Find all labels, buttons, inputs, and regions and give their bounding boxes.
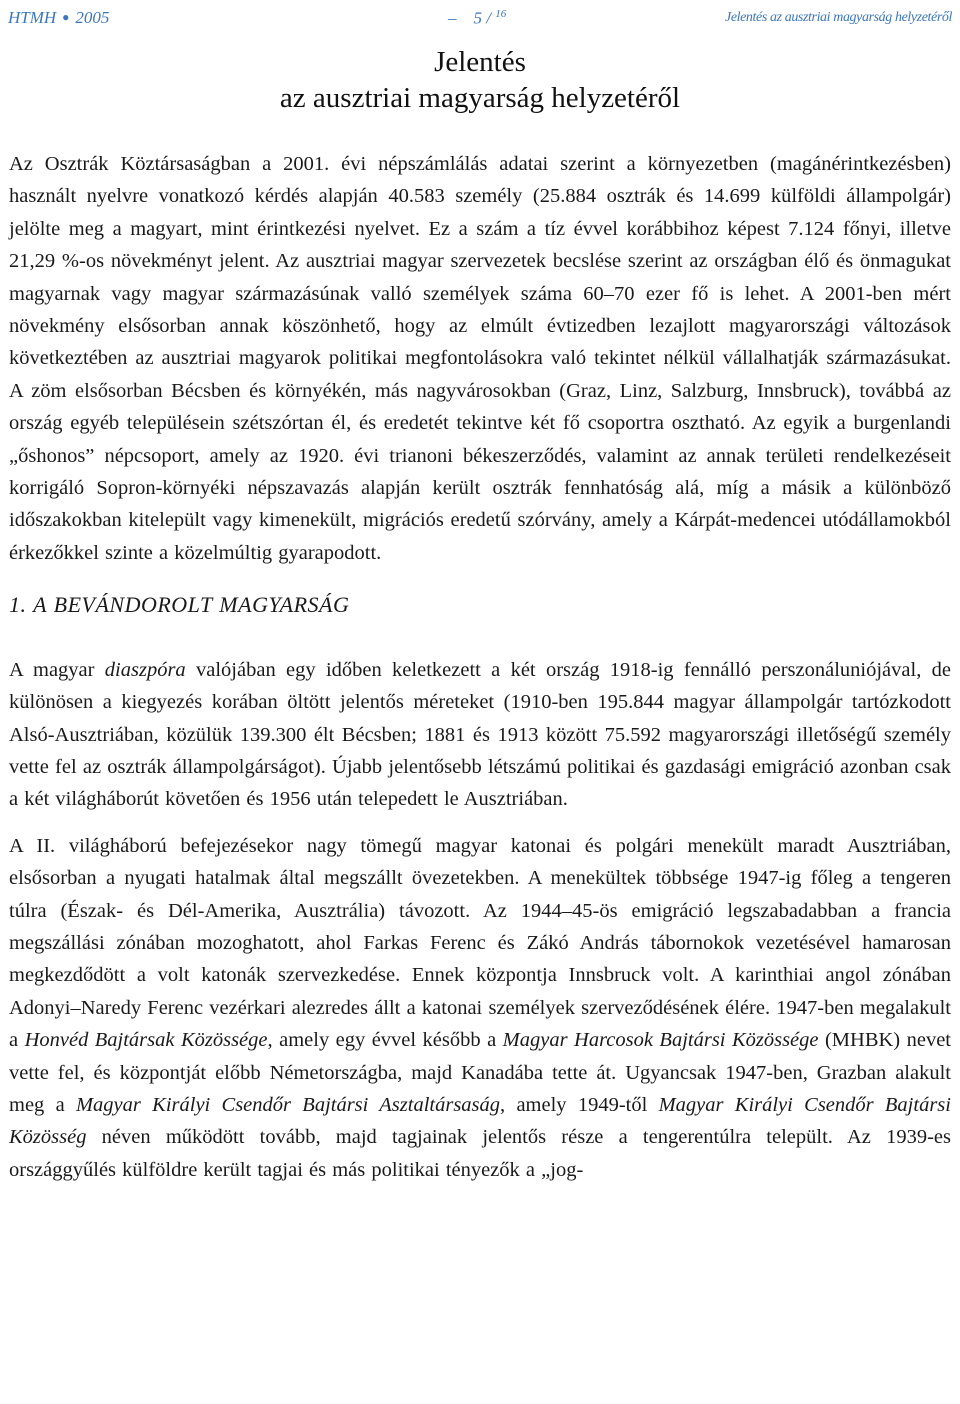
text-run: (MHBK) nevet vette fel, és központját előbb Németországba, majd Kanadába tette át. Ugyancsak 1947-ben, Grazban alakult meg a (9, 1029, 951, 1116)
section-heading: 1. A BEVÁNDOROLT MAGYARSÁG (9, 592, 350, 618)
ww2-refugees-paragraph (9, 830, 951, 1186)
bullet-icon: ● (62, 10, 70, 24)
text-run: , amely egy évvel később a (267, 1029, 503, 1052)
text-run: A magyar (9, 658, 105, 681)
journal-year: 2005 (75, 8, 110, 27)
header-journal-info (8, 8, 109, 28)
running-title: Jelentés az ausztriai magyarság helyzetéről (725, 10, 952, 25)
text-run: , amely 1949-től (500, 1093, 659, 1116)
emphasis-org-name: Honvéd Bajtársak Közössége (24, 1029, 268, 1052)
page-number (448, 8, 506, 29)
total-pages: 16 (495, 8, 507, 20)
text-run: néven működött tovább, majd tagjainak jelentős része a tengerentúlra települt. Az 1939-es országgyűlés külföldre került tagjai és más politikai tényezők a „jog- (9, 1126, 951, 1181)
page-prefix: – (448, 8, 457, 28)
intro-paragraph: Az Osztrák Köztársaságban a 2001. évi népszámlálás adatai szerint a környezetben (magánérintkezésben) használt nyelvre vonatkozó kérdés alapján 40.583 személy (25.884 osztrák és 14.699 külföldi állampolgár) jelölte meg a magyart, mint érintkezési nyelvet. Ez a szám a tíz évvel korábbihoz képest 7.124 főnyi, illetve 21,29 %-os növekményt jelent. Az ausztriai magyar szervezetek becslése szerint az országban élő és önmagukat magyarnak vagy magyar származásúnak valló személyek száma 60–70 ezer fő is lehet. A 2001-ben mért növekmény elsősorban annak köszönhető, hogy az elmúlt évtizedben lezajlott magyarországi változások következtében az ausztriai magyarok politikai megfontolásokra való tekintet nélkül vállalhatják származásukat. A zöm elsősorban Bécsben és környékén, más nagyvárosokban (Graz, Linz, Salzburg, Innsbruck), továbbá az ország egyéb településein szétszórtan él, és eredetét tekintve két fő csoportra osztható. Az egyik a burgenlandi „őshonos” népcsoport, amely az 1920. évi trianoni békeszerződés, valamint az annak területi rendelkezéseit korrigáló Sopron-környéki népszavazás alapján került osztrák fennhatóság alá, míg a másik a különböző időszakokban kitelepült vagy kimenekült, migrációs eredetű szórvány, amely a Kárpát-medencei utódállamokból érkezőkkel szinte a közelmúltig gyarapodott. (9, 153, 951, 564)
page-separator: / (486, 8, 491, 28)
emphasis-org-name: Magyar Királyi Csendőr Bajtársi Asztaltársaság (75, 1093, 501, 1116)
current-page: 5 (473, 8, 482, 28)
text-run: A II. világháború befejezésekor nagy tömegű magyar katonai és polgári menekült maradt Ausztriában, elsősorban a nyugati hatalmak által megszállt övezetekben. A menekültek többsége 1947-ig főleg a tengeren túlra (Észak- és Dél-Amerika, Ausztrália) távozott. Az 1944–45-ös emigráció legszabadabban a francia megszállási zónában mozoghatott, ahol Farkas Ferenc és Zákó András tábornokok vezetésével hamarosan megkezdődött a volt katonák szervezkedése. Ennek központja Innsbruck volt. A karinthiai angol zónában Adonyi–Naredy Ferenc vezérkari alezredes állt a katonai személyek szerveződésének élére. 1947-ben megalakult a (9, 834, 951, 1052)
document-body (9, 148, 951, 1186)
emphasis-org-name: Magyar Királyi Csendőr Bajtársi Közösség (9, 1093, 951, 1149)
text-run: valójában egy időben keletkezett a két ország 1918-ig fennálló perszonáluniójával, de különösen a kiegyezés korában öltött jelentős méreteket (1910-ben 195.844 magyar állampolgár tartózkodott Alsó-Ausztriában, közülük 139.300 élt Bécsben; 1881 és 1913 között 75.592 magyarországi illetőségű személy vette fel az osztrák állampolgárságot). Újabb jelentősebb létszámú politikai és gazdasági emigráció azonban csak a két világháborút követően és 1956 után telepedett le Ausztriában. (9, 658, 951, 811)
journal-name: HTMH (8, 8, 57, 27)
document-title (0, 44, 960, 116)
page-header (8, 6, 952, 32)
emphasis-org-name: Magyar Harcosok Bajtársi Közössége (502, 1029, 819, 1052)
diaspora-paragraph (9, 654, 951, 816)
emphasis-diaszpora: diaszpóra (104, 658, 186, 681)
title-line-1: Jelentés (434, 46, 526, 78)
title-line-2: az ausztriai magyarság helyzetéről (279, 82, 681, 114)
